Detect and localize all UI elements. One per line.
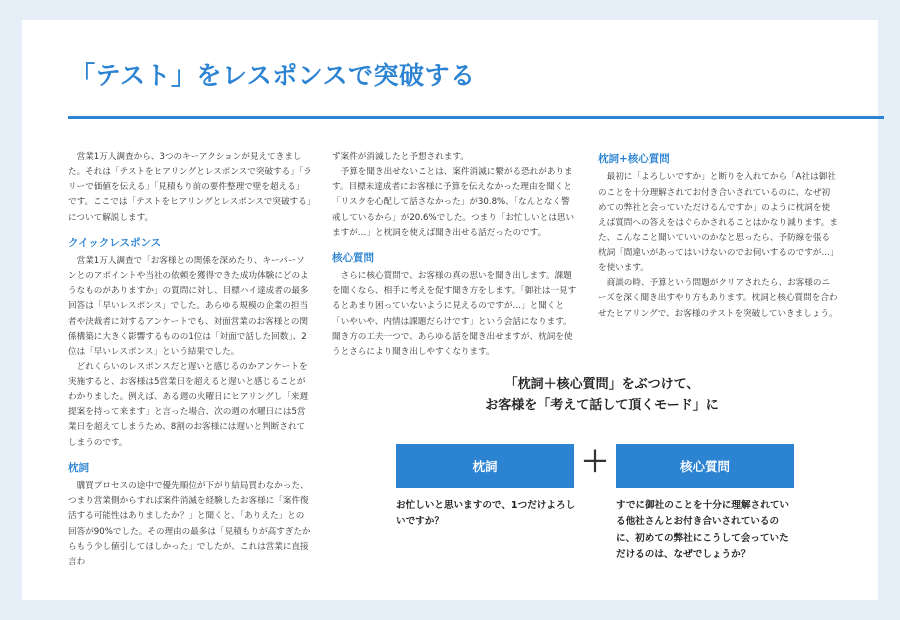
core-question-example: すでに御社のことを十分に理解されている他社さんとお付き合いされているのに、初めての弊社にこうして会っていただけるのは、なぜでしょうか？ bbox=[616, 500, 789, 560]
heading-quick-response: クイックレスポンス bbox=[68, 236, 162, 249]
plus-icon: ＋ bbox=[580, 445, 609, 478]
continued-paragraph: ず案件が消滅したと予想されます。 bbox=[332, 152, 469, 162]
heading-combo: 枕詞+核心質問 bbox=[598, 153, 670, 165]
core-question-paragraph: さらに核心質問で、お客様の真の思いを聞き出します。課題を聞くなら、相手に考えを促す聞き方をします。「御社は一見するとあまり困っていないように見えるのですが…」と聞くと「いやいや、内情は課題だらけです」という会話になります。聞き方の工夫一つで、あらゆる話を聞き出せますが、枕詞を使うとさらにより聞き出しやすくなります。 bbox=[332, 271, 577, 357]
combo-paragraph-2: 商談の時、予算という問題がクリアされたら、お客様のニーズを深く聞き出すやり方もあります。枕詞と核心質問を合わせたヒアリングで、お客様のテストを突破していきましょう。 bbox=[598, 278, 838, 319]
makura-example: お忙しいと思いますので、1つだけよろしいですか？ bbox=[396, 500, 576, 528]
page-title: 「テスト」をレスポンスで突破する bbox=[70, 61, 476, 90]
title-divider bbox=[68, 116, 884, 119]
budget-paragraph: 予算を聞き出せないことは、案件消滅に繋がる恐れがあります。目標未達成者にお客様に予算を伝えなかった理由を聞くと「リスクを心配して話さなかった」が30.8%、「なんとなく警戒しているから」が20.6%でした。つまり「お忙しいとは思いますが…」と枕詞を使えば聞き出せる話だったのです。 bbox=[332, 167, 575, 238]
heading-makura: 枕詞 bbox=[68, 461, 89, 474]
combo-paragraph-1: 最初に「よろしいですか」と断りを入れてから「A社は御社のことを十分理解されてお付き合いされているのに、なぜ初めての弊社と会っていただけるんですか」のように枕詞を使えば質問への答えをはぐらかされることはかなり減ります。また、こんなこと聞いていいのかなと思ったら、予防線を張る枕詞「間違いがあってはいけないのでお伺いするのですが…」を使います。 bbox=[598, 172, 838, 274]
callout-line-1: 「枕詞＋核心質問」をぶつけて、 bbox=[504, 377, 700, 392]
column-3 bbox=[598, 150, 838, 322]
article-page bbox=[22, 20, 878, 600]
makura-paragraph-1: 購買プロセスの途中で優先順位が下がり結局買わなかった、つまり営業側からすれば案件消滅を経験したお客様に「案件復活する可能性はありましたか？」と聞くと、「ありえた」との回答が90%でした。その理由の最多は「見積もりが高すぎたからもう少し値引してほしかった」でしたが、これは営業に直接言わ bbox=[68, 481, 311, 567]
quick-paragraph-1: 営業1万人調査で「お客様との関係を深めたり、キーパーソンとのアポイントや当社の依頼を獲得できた成功体験にどのようなものがありますか」の質問に対し、目標ハイ達成者の最多回答は「早いレスポンス」でした。あらゆる規模の企業の担当者や決裁者に対するアンケートでも、対面営業のお客様との関係構築に大きく影響するものの1位は「対面で話した回数」、2位は「早いレスポンス」という結果でした。 bbox=[68, 256, 309, 357]
callout-line-2: お客様を「考えて話して頂くモード」に bbox=[485, 398, 719, 414]
intro-paragraph: 営業1万人調査から、3つのキーアクションが見えてきました。それは「テストをヒアリングとレスポンスで突破する」「ラリーで価値を伝える」「見積もり前の要件整理で壁を超える」です。ここでは「テストをヒアリングとレスポンスで突破する」について解説します。 bbox=[68, 152, 312, 223]
heading-core-question: 核心質問 bbox=[332, 251, 374, 264]
column-1 bbox=[68, 150, 312, 570]
makura-box-label: 枕詞 bbox=[472, 459, 498, 474]
callout-heading bbox=[402, 374, 802, 417]
core-question-box bbox=[616, 444, 794, 488]
column-2 bbox=[332, 150, 577, 360]
quick-paragraph-2: どれくらいのレスポンスだと遅いと感じるのかアンケートを実施すると、お客様は5営業日を超えると遅いと感じることがわかりました。例えば、ある週の火曜日にヒアリングし「来週提案を持って来ます」と言った場合、次の週の水曜日には5営業日を超えてしまうため、8割のお客様には遅いと判断されてしまうのです。 bbox=[68, 361, 309, 448]
makura-box bbox=[396, 444, 574, 488]
core-question-box-label: 核心質問 bbox=[679, 459, 730, 474]
